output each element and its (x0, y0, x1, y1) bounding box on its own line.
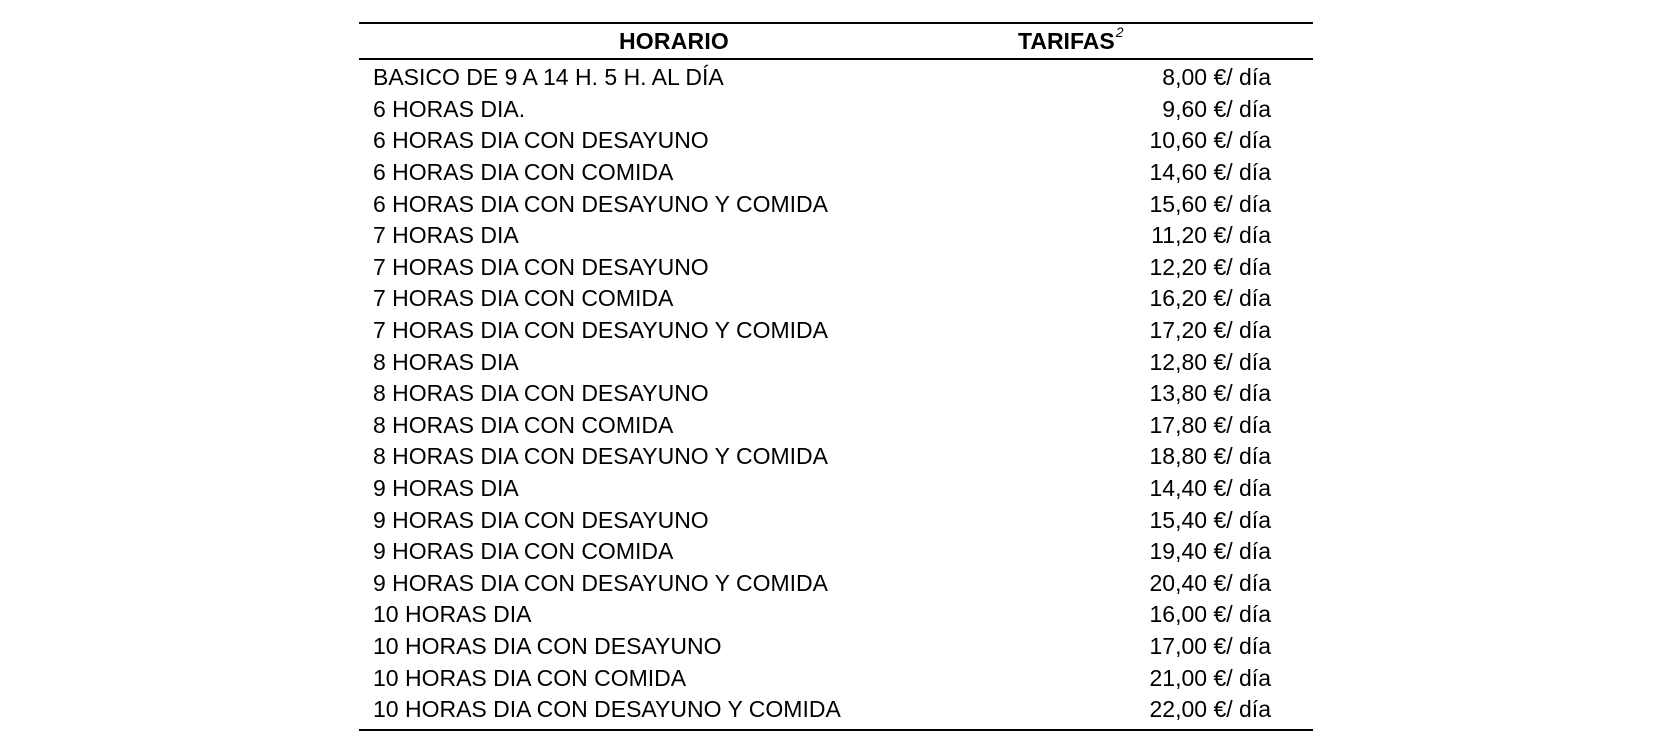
table-row (359, 536, 1313, 568)
tarifa-value: 20,40 €/ día (1149, 569, 1271, 596)
horario-cell: 10 HORAS DIA CON COMIDA (373, 664, 687, 691)
tarifa-cell (1143, 633, 1313, 660)
horario-cell: 8 HORAS DIA CON DESAYUNO (373, 380, 709, 407)
tarifa-value: 19,40 €/ día (1149, 538, 1271, 565)
tarifa-value: 12,20 €/ día (1149, 253, 1271, 280)
horario-cell: 6 HORAS DIA CON COMIDA (373, 159, 674, 186)
tarifa-value: 17,00 €/ día (1149, 632, 1271, 659)
table-row (359, 283, 1313, 315)
tarifa-cell (1143, 127, 1313, 154)
horario-cell: 8 HORAS DIA CON DESAYUNO Y COMIDA (373, 443, 828, 470)
table-row (359, 410, 1313, 442)
footnote-marker: 2 (1115, 23, 1124, 40)
horario-cell: 7 HORAS DIA CON DESAYUNO (373, 253, 709, 280)
table-row (359, 62, 1313, 94)
tarifa-cell (1143, 696, 1313, 723)
tarifa-cell (1143, 412, 1313, 439)
tarifa-value: 13,80 €/ día (1149, 380, 1271, 407)
column-header-tarifas-label: TARIFAS (1018, 27, 1115, 54)
table-row (359, 599, 1313, 631)
table-row (359, 94, 1313, 126)
horario-cell: 6 HORAS DIA CON DESAYUNO Y COMIDA (373, 190, 828, 217)
table-row (359, 188, 1313, 220)
tarifa-cell (1143, 349, 1313, 376)
tarifa-cell (1143, 601, 1313, 628)
tarifa-cell (1143, 64, 1313, 91)
horario-cell: 6 HORAS DIA CON DESAYUNO (373, 127, 709, 154)
tarifa-value: 17,80 €/ día (1149, 411, 1271, 438)
horario-cell: 7 HORAS DIA CON DESAYUNO Y COMIDA (373, 317, 828, 344)
table-row (359, 252, 1313, 284)
table-row (359, 346, 1313, 378)
table-row (359, 378, 1313, 410)
horario-cell: 6 HORAS DIA. (373, 95, 526, 122)
tarifa-cell (1143, 570, 1313, 597)
tarifa-value: 12,80 €/ día (1149, 348, 1271, 375)
horario-cell: 9 HORAS DIA CON DESAYUNO (373, 506, 709, 533)
table-row (359, 631, 1313, 663)
tarifa-value: 15,40 €/ día (1149, 506, 1271, 533)
tarifa-cell (1143, 538, 1313, 565)
tariff-table (359, 22, 1313, 731)
table-header-row (359, 24, 1313, 60)
horario-cell: 8 HORAS DIA (373, 348, 519, 375)
tarifa-value: 21,00 €/ día (1149, 664, 1271, 691)
tarifa-value: 17,20 €/ día (1149, 317, 1271, 344)
tarifa-cell (1143, 159, 1313, 186)
column-header-tarifas (1018, 23, 1342, 55)
table-row (359, 568, 1313, 600)
tarifa-value: 14,60 €/ día (1149, 159, 1271, 186)
tarifa-value: 9,60 €/ día (1162, 95, 1271, 122)
table-row (359, 125, 1313, 157)
table-row (359, 694, 1313, 726)
tarifa-value: 18,80 €/ día (1149, 443, 1271, 470)
tarifa-cell (1143, 443, 1313, 470)
horario-cell: 9 HORAS DIA CON COMIDA (373, 538, 674, 565)
tarifa-value: 14,40 €/ día (1149, 475, 1271, 502)
tarifa-value: 11,20 €/ día (1151, 222, 1271, 249)
horario-cell: BASICO DE 9 A 14 H. 5 H. AL DÍA (373, 64, 724, 91)
table-body (359, 60, 1313, 729)
tarifa-value: 22,00 €/ día (1149, 696, 1271, 723)
tarifa-cell (1143, 380, 1313, 407)
tarifa-value: 8,00 €/ día (1162, 64, 1271, 91)
tarifa-cell (1143, 475, 1313, 502)
tarifa-cell (1143, 254, 1313, 281)
tarifa-value: 16,00 €/ día (1149, 601, 1271, 628)
horario-cell: 10 HORAS DIA CON DESAYUNO Y COMIDA (373, 696, 841, 723)
tarifa-value: 16,20 €/ día (1149, 285, 1271, 312)
table-row (359, 220, 1313, 252)
horario-cell: 8 HORAS DIA CON COMIDA (373, 411, 674, 438)
table-row (359, 315, 1313, 347)
tarifa-value: 15,60 €/ día (1149, 190, 1271, 217)
horario-cell: 7 HORAS DIA (373, 222, 519, 249)
tarifa-cell (1143, 191, 1313, 218)
tarifa-value: 10,60 €/ día (1149, 127, 1271, 154)
tarifa-cell (1143, 96, 1313, 123)
table-row (359, 662, 1313, 694)
tarifa-cell (1143, 285, 1313, 312)
tarifa-cell (1143, 507, 1313, 534)
table-row (359, 157, 1313, 189)
tarifa-cell (1143, 317, 1313, 344)
horario-cell: 7 HORAS DIA CON COMIDA (373, 285, 674, 312)
table-row (359, 504, 1313, 536)
tarifa-cell (1143, 222, 1313, 249)
horario-cell: 10 HORAS DIA CON DESAYUNO (373, 632, 722, 659)
tarifa-cell (1143, 665, 1313, 692)
horario-cell: 10 HORAS DIA (373, 601, 532, 628)
table-row (359, 441, 1313, 473)
horario-cell: 9 HORAS DIA CON DESAYUNO Y COMIDA (373, 569, 828, 596)
horario-cell: 9 HORAS DIA (373, 475, 519, 502)
column-header-horario: HORARIO (618, 27, 729, 54)
table-row (359, 473, 1313, 505)
